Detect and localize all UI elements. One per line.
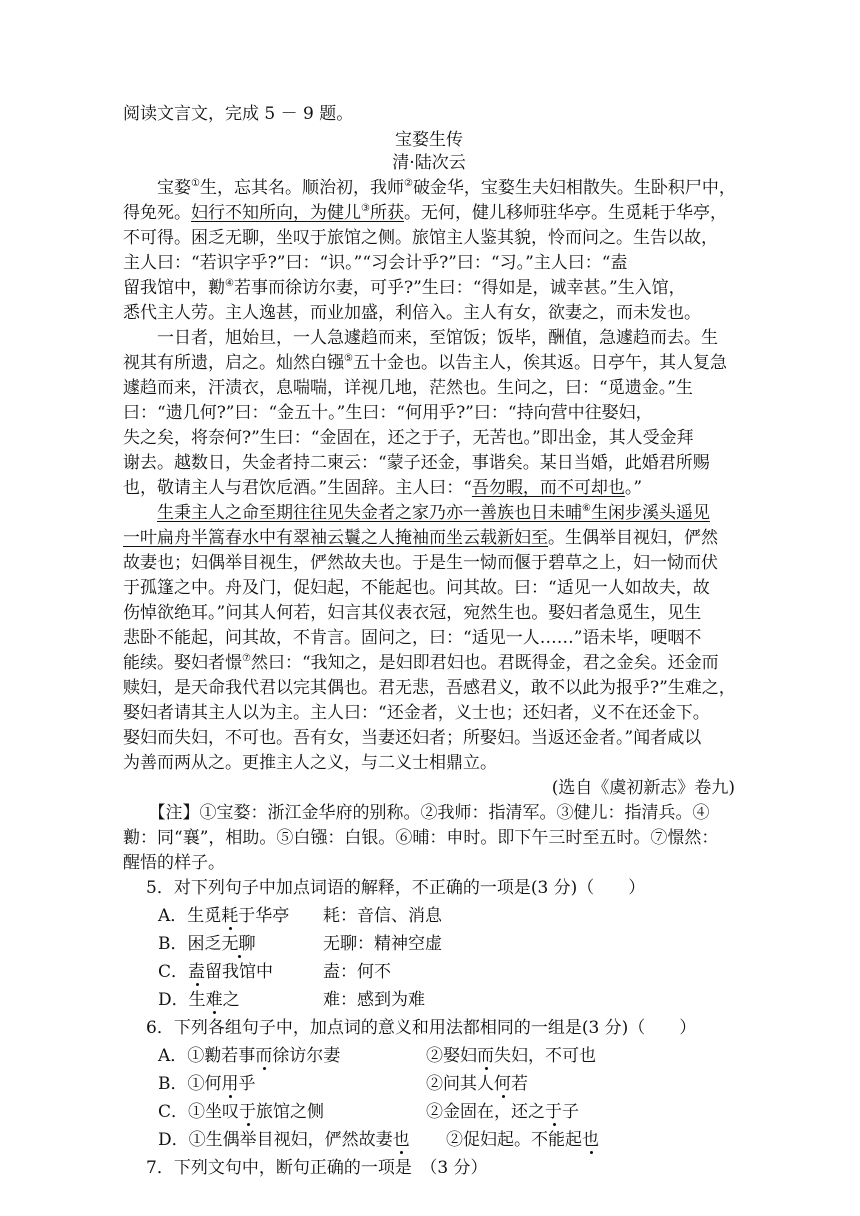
passage-line: 宝婺①生，忘其名。顺治初，我师②破金华，宝婺生夫妇相散失。生卧积尸中，: [123, 178, 736, 198]
question-7-stem: 7．下列文句中，断句正确的一项是 （3 分）: [146, 1158, 488, 1178]
annotation-line: 勷：同“襄”，相助。⑤白镪：白银。⑥晡：申时。即下午三时至五时。⑦憬然：: [123, 828, 719, 848]
dotted-word: 耗: [221, 906, 239, 926]
question-5-option-b[interactable]: B．困乏无聊 无聊：精神空虚: [158, 934, 442, 954]
passage-line: 赎妇，是天命我代君以完其偶也。君无悲，吾感君义，敢不以此为报乎?”生难之，: [123, 678, 736, 698]
passage-line: 悉代主人劳。主人逸甚，而业加盛，利倍入。主人有女，欲妻之，而未发也。: [123, 303, 701, 323]
passage-line: 不可得。困乏无聊，坐叹于旅馆之侧。旅馆主人鉴其貌，怜而问之。生告以故，: [123, 228, 718, 248]
dotted-word: 难: [205, 990, 223, 1010]
passage-line: 也，敬请主人与君饮卮酒。”生固辞。主人曰：“吾勿暇，而不可却也。”: [123, 478, 643, 498]
annotation-line: 醒悟的样子。: [123, 853, 225, 873]
dotted-word: 也: [582, 1130, 599, 1150]
dotted-word: 何: [494, 1074, 511, 1094]
question-6-option-b[interactable]: B．①何用乎 ②问其人何若: [158, 1074, 528, 1094]
dotted-word: 于: [239, 1102, 257, 1122]
reading-instruction: 阅读文言文，完成 5 － 9 题。: [123, 104, 354, 124]
passage-line: 得免死。妇行不知所向，为健儿③所获。无何，健儿移师驻华亭。生觅耗于华亭，: [123, 203, 727, 223]
dotted-word: 而: [477, 1046, 494, 1066]
passage-line: 遽趋而来，汗渍衣，息喘喘，详视几地，茫然也。生问之，曰：“觅遗金。”生: [123, 378, 693, 398]
question-5-option-a[interactable]: A．生觅耗于华亭 耗：音信、消息: [158, 906, 442, 926]
question-5-stem: 5．对下列句子中加点词语的解释，不正确的一项是(3 分)（ ）: [146, 878, 646, 898]
passage-line: 留我馆中，勷④若事而徐访尔妻，可乎?”生曰：“得如是，诚幸甚。”生入馆，: [123, 278, 686, 298]
passage-line: 主人曰：“若识字乎?”曰：“识。”“习会计乎?”曰：“习。”主人曰：“盍: [123, 253, 628, 273]
passage-line: 视其有所遗，启之。灿然白镪⑤五十金也。以告主人，俟其返。日亭午，其人复急: [123, 353, 727, 373]
underlined-unpunctuated-text: 一叶扁舟半篙春水中有翠袖云鬟之人掩袖而坐云载新妇至: [123, 528, 548, 548]
passage-line: 于孤篷之中。舟及门，促妇起，不能起也。问其故。曰：“适见一人如故夫，故: [123, 578, 710, 598]
passage-line: 为善而两从之。更推主人之义，与二义士相鼎立。: [123, 753, 497, 773]
passage-source: (选自《虞初新志》卷九): [551, 778, 735, 798]
passage-line: 悲卧不能起，问其故，不肯言。固问之，曰：“适见一人……”语未毕，哽咽不: [123, 628, 702, 648]
underlined-unpunctuated-text: 生秉主人之命至期往往见失金者之家乃亦一善族也日未晡⑥生闲步溪头遥见: [157, 503, 710, 523]
dotted-word: 于: [545, 1102, 562, 1122]
dotted-word: 也: [392, 1130, 410, 1150]
passage-line: 娶妇者请其主人以为主。主人曰：“还金者，义士也；还妇者，义不在还金下。: [123, 703, 710, 723]
passage-line: 娶妇而失妇，不可也。吾有女，当妻还妇者；所娶妇。当返还金者。”闻者咸以: [123, 728, 702, 748]
passage-line: 一叶扁舟半篙春水中有翠袖云鬟之人掩袖而坐云载新妇至。生偶举目视妇，俨然: [123, 528, 718, 548]
question-6-option-c[interactable]: C．①坐叹于旅馆之侧 ②金固在，还之于子: [158, 1102, 579, 1122]
passage-line: 能续。娶妇者憬⑦然曰：“我知之，是妇即君妇也。君既得金，君之金矣。还金而: [123, 653, 719, 673]
passage-line: 一日者，旭始旦，一人急遽趋而来，至馆饭；饭毕，酬值，急遽趋而去。生: [123, 328, 718, 348]
passage-title: 宝婺生传: [395, 130, 463, 150]
passage-line: [123, 503, 735, 523]
passage-line: 失之矣，将奈何?”生曰：“金固在，还之于子，无苦也。”即出金，其人受金拜: [123, 428, 694, 448]
dotted-word: 无聊: [221, 934, 256, 954]
question-6-option-d[interactable]: D．①生偶举目视妇，俨然故妻也 ②促妇起。不能起也: [158, 1130, 599, 1150]
underlined-sentence: 妇行不知所向，为健儿③所获: [191, 203, 404, 223]
question-6-option-a[interactable]: A．①勷若事而徐访尔妻 ②娶妇而失妇，不可也: [158, 1046, 596, 1066]
annotation-line: 【注】①宝婺：浙江金华府的别称。②我师：指清军。③健儿：指清兵。④: [123, 803, 710, 823]
passage-line: 故妻也；妇偶举目视生，俨然故夫也。于是生一恸而偃于碧草之上，妇一恸而伏: [123, 553, 718, 573]
passage-line: 谢去。越数日，失金者持二柬云：“蒙子还金，事谐矣。某日当婚，此婚君所赐: [123, 453, 710, 473]
question-5-option-c[interactable]: C．盍留我馆中 盍：何不: [158, 962, 391, 982]
question-5-option-d[interactable]: D．生难之 难：感到为难: [158, 990, 425, 1010]
passage-author: 清·陆次云: [392, 153, 466, 173]
underlined-sentence: 吾勿暇，而不可却也: [471, 478, 625, 498]
dotted-word: 盍: [188, 962, 206, 982]
dotted-word: 用: [221, 1074, 239, 1094]
dotted-word: 而: [255, 1046, 273, 1066]
passage-line: 曰：“遗几何?”曰：“金五十。”生曰：“何用乎?”曰：“持向营中往娶妇，: [123, 403, 653, 423]
passage-line: 伤悼欲绝耳。”问其人何若，妇言其仪表衣冠，宛然生也。娶妇者急觅生，见生: [123, 603, 702, 623]
question-6-stem: 6．下列各组句子中，加点词的意义和用法都相同的一组是(3 分)（ ）: [146, 1018, 697, 1038]
